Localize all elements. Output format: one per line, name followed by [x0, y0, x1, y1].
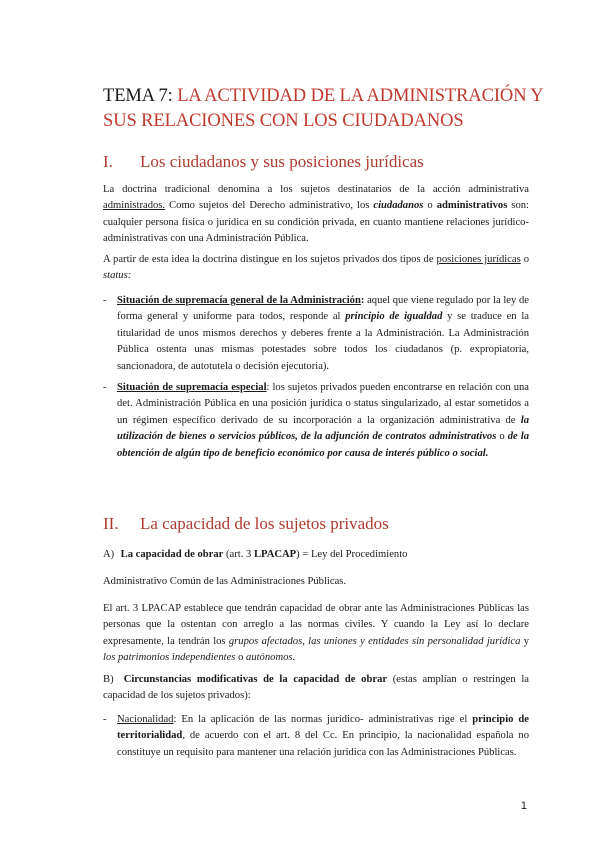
- text: Como sujetos del Derecho administrativo, los: [165, 200, 374, 212]
- section-2-number: II.: [103, 514, 119, 533]
- bullet-supremacia-especial: [103, 380, 529, 462]
- text: :: [266, 382, 270, 393]
- document-title: [103, 84, 543, 134]
- text: ,: [302, 635, 309, 647]
- section-1-title: Los ciudadanos y sus posiciones jurídicas: [140, 152, 424, 171]
- underlined-term: posiciones jurídicas: [436, 254, 521, 265]
- text: o: [235, 652, 247, 664]
- text: los sujetos privados pueden encontrarse en relación con una det. Administración Pública en una posición jurídica o status singularizado, al estar sometidos a un régimen específico derivado de su incorporación a la organización administrativa de: [117, 382, 529, 426]
- paragraph-3: [103, 601, 529, 667]
- emphasis-term: ciudadanos: [373, 200, 424, 212]
- bullet-title: Nacionalidad: [117, 714, 174, 725]
- text: El art. 3 LPACAP establece que tendrán capacidad de obrar ante las Administraciones Públicas las personas que la ostentan con arreglo a las normas civiles. Y cuando la Ley así lo declare expresamente, la tendrán los: [103, 603, 529, 647]
- italic-term: status:: [103, 270, 132, 282]
- subsection-label: B): [103, 674, 114, 685]
- section-1-heading: [103, 152, 424, 172]
- bullet-dash: -: [103, 295, 107, 306]
- bullet-nacionalidad: [103, 712, 529, 761]
- bold-term: administrativos: [436, 200, 508, 212]
- italic-term: las uniones y entidades sin personalidad jurídica: [308, 635, 521, 647]
- section-2-title: La capacidad de los sujetos privados: [140, 514, 389, 533]
- text: LPACAP: [253, 549, 297, 560]
- italic-term: los patrimonios independientes: [103, 652, 236, 664]
- emphasis-term: principio de igualdad: [345, 311, 443, 323]
- text: .: [292, 652, 296, 664]
- text: (art. 3: [223, 549, 254, 560]
- text: o: [423, 200, 437, 212]
- text: ) = Ley del Procedimiento: [296, 549, 408, 560]
- italic-term: autónomos: [246, 652, 293, 664]
- subsection-a: [103, 547, 529, 563]
- text: y: [520, 635, 529, 647]
- paragraph-2: [103, 252, 529, 285]
- subsection-a-continued: Administrativo Común de las Administraciones Públicas.: [103, 576, 347, 587]
- text: :: [173, 714, 177, 725]
- section-2-heading: [103, 514, 389, 534]
- text: o: [520, 254, 529, 265]
- bullet-dash: -: [103, 382, 107, 393]
- section-1-number: I.: [103, 152, 113, 171]
- subsection-title: La capacidad de obrar: [120, 549, 224, 560]
- title-lead: TEMA 7:: [103, 86, 178, 106]
- paragraph-1: [103, 182, 529, 248]
- bullet-title: Situación de supremacía especial: [117, 382, 267, 393]
- bullet-title: Situación de supremacía general de la Administración: [117, 295, 361, 306]
- subsection-b: [103, 672, 529, 705]
- bold-term: principio de territorialidad: [117, 714, 529, 742]
- text: y se traduce en la titularidad de unos mismos derechos y deberes frente a la Administración. La Administración Pública ostenta unas mismas potestades sobre todos los ciudadanos (p. expropiatoria, sancionadora, de autotutela o decisión ejecutoria).: [117, 311, 529, 372]
- text: aquel que viene regulado por la ley de forma general y uniforme para todos, responde al: [117, 295, 530, 323]
- text: La doctrina tradicional denomina a los sujetos destinatarios de la acción administrativa: [103, 184, 529, 195]
- text: o: [496, 431, 508, 443]
- underlined-term: administrados.: [103, 200, 166, 212]
- emphasis-term: de la obtención de algún tipo de beneficio económico por causa de interés público o social.: [117, 431, 530, 459]
- title-main: LA ACTIVIDAD DE LA ADMINISTRACIÓN Y SUS RELACIONES CON LOS CIUDADANOS: [103, 86, 543, 131]
- emphasis-term: la utilización de bienes o servicios públicos, de la adjunción de contratos administrativos: [117, 414, 529, 443]
- page-number: 1: [520, 800, 527, 812]
- text: En la aplicación de las normas jurídico- administrativas rige el: [176, 714, 473, 725]
- text: A partir de esta idea la doctrina distingue en los sujetos privados dos tipos de: [103, 254, 437, 265]
- italic-term: grupos afectados: [228, 635, 303, 647]
- text: (estas amplían o restringen la capacidad de los sujetos privados):: [103, 674, 529, 702]
- text: son: cualquier persona física o jurídica en su condición privada, en cuanto mantiene relaciones jurídico-administrativas con una Administración Pública.: [103, 200, 529, 245]
- text: :: [360, 295, 365, 306]
- subsection-title: Circunstancias modificativas de la capacidad de obrar: [123, 674, 388, 685]
- bullet-dash: -: [103, 714, 107, 725]
- text: , de acuerdo con el art. 8 del Cc. En principio, la nacionalidad española no constituye un requisito para mantener una relación jurídica con las Administraciones Públicas.: [117, 730, 529, 758]
- subsection-label: A): [103, 549, 115, 560]
- bullet-supremacia-general: [103, 293, 529, 375]
